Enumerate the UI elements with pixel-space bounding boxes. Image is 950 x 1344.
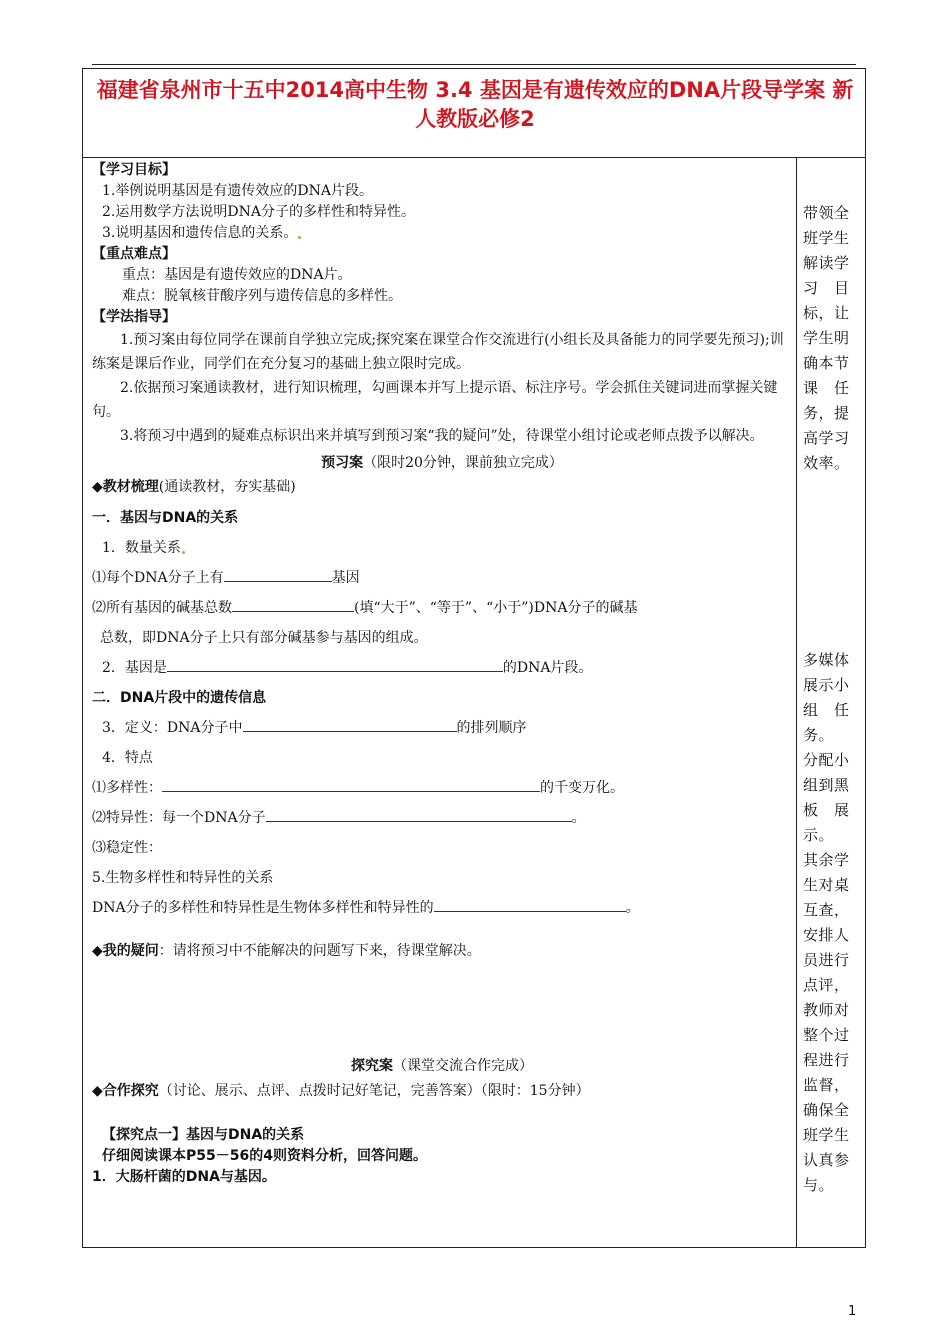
side-note-1-line: 学生明 — [803, 329, 850, 347]
side-note-1-line: 效率。 — [803, 454, 850, 472]
side-note-2-line: 点评， — [803, 976, 850, 994]
side-note-1-line: 确本节 — [803, 354, 850, 372]
q4b-line — [92, 803, 792, 833]
side-note-1-line: 带领全 — [803, 204, 850, 222]
explore-subtitle: （课堂交流合作完成） — [393, 1058, 533, 1074]
side-note-1-line: 课 任 — [803, 379, 850, 397]
side-note-2-line: 与。 — [803, 1176, 835, 1194]
side-note-2-line: 安排人 — [803, 926, 850, 944]
q3-blank[interactable] — [243, 716, 457, 732]
textbook-line — [92, 477, 792, 498]
page-title: 福建省泉州市十五中2014高中生物 3.4 基因是有遗传效应的DNA片段导学案 新人教版必修2 — [96, 78, 854, 131]
explore-item-1: 1．大肠杆菌的DNA与基因。 — [92, 1169, 276, 1185]
side-note-2-line: 其余学 — [803, 851, 850, 869]
preview-title-line — [92, 453, 792, 474]
objective-item-3-text: 3.说明基因和遗传信息的关系。 — [102, 225, 298, 241]
side-note-2-line: 整个过 — [803, 1026, 850, 1044]
guidance-heading: 【学法指导】 — [92, 309, 176, 325]
side-note-2-line: 务。 — [803, 726, 835, 744]
cooperation-note: （讨论、展示、点评、点拨时记好笔记，完善答案）（限时：15分钟） — [158, 1083, 590, 1099]
top-rule — [92, 64, 856, 65]
side-note-2-line: 示。 — [803, 826, 835, 844]
difficulty-point: 难点：脱氧核苷酸序列与遗传信息的多样性。 — [122, 288, 402, 304]
side-note-2-line: 多媒体 — [803, 651, 850, 669]
side-note-2-line: 认真参 — [803, 1151, 850, 1169]
q4a-blank[interactable] — [162, 776, 540, 792]
q4a-line — [92, 773, 792, 803]
q4a-suffix: 的千变万化。 — [540, 780, 624, 796]
explore-point-1: 【探究点一】基因与DNA的关系 — [102, 1127, 305, 1143]
preview-title: 预习案 — [321, 455, 364, 471]
q5-blank[interactable] — [434, 896, 626, 912]
q2-line — [92, 653, 792, 683]
q1b-prefix: ⑵所有基因的碱基总数 — [92, 600, 232, 616]
q4b-prefix: ⑵特异性：每一个DNA分子 — [92, 810, 266, 826]
side-note-2-line: 互查， — [803, 901, 850, 919]
side-note-2-line: 教师对 — [803, 1001, 850, 1019]
q3-suffix: 的排列顺序 — [456, 720, 527, 736]
q1a-prefix: ⑴每个DNA分子上有 — [92, 570, 224, 586]
objectives-heading: 【学习目标】 — [92, 162, 176, 178]
my-question-line — [92, 941, 792, 962]
side-note-2-line: 程进行 — [803, 1051, 850, 1069]
page-number: 1 — [848, 1304, 857, 1319]
main-column — [92, 160, 792, 1188]
q1a-blank[interactable] — [224, 566, 332, 582]
q1a-line — [92, 563, 792, 593]
q3-prefix: 3．定义：DNA分子中 — [102, 720, 243, 736]
q5-prefix: DNA分子的多样性和特异性是生物体多样性和特异性的 — [92, 900, 434, 916]
ink-dot-mark — [182, 551, 185, 554]
q1a-suffix: 基因 — [331, 570, 360, 586]
side-note-2-line: 班学生 — [803, 1126, 850, 1144]
section-1-heading: 一．基因与DNA的关系 — [92, 510, 239, 526]
objective-item-1: 1.举例说明基因是有遗传效应的DNA片段。 — [102, 183, 373, 199]
side-note-2-line: 组到黑 — [803, 776, 850, 794]
q2-prefix: 2．基因是 — [102, 660, 167, 676]
q4a-prefix: ⑴多样性： — [92, 780, 162, 796]
side-note-1-line: 班学生 — [803, 229, 850, 247]
q4b-blank[interactable] — [266, 806, 572, 822]
side-note-2-line: 生对桌 — [803, 876, 850, 894]
section-2-heading: 二．DNA片段中的遗传信息 — [92, 690, 267, 706]
textbook-note: (通读教材，夯实基础) — [158, 479, 296, 495]
explore-read-instruction: 仔细阅读课本P55－56的4则资料分析，回答问题。 — [102, 1148, 427, 1164]
side-note-1 — [803, 201, 861, 476]
q1-line — [92, 533, 792, 563]
side-note-2-line: 板 展 — [803, 801, 850, 819]
preview-subtitle: （限时20分钟，课前独立完成） — [363, 455, 563, 471]
explore-title-line — [92, 1056, 792, 1077]
my-question-text: ：请将预习中不能解决的问题写下来，待课堂解决。 — [158, 943, 481, 959]
side-note-2-line: 监督， — [803, 1076, 850, 1094]
side-note-2-line: 展示小 — [803, 676, 850, 694]
guidance-paragraph-1: 1.预习案由每位同学在课前自学独立完成;探究案在课堂合作交流进行(小组长及具备能力的同学要先预习);训练案是课后作业，同学们在充分复习的基础上独立限时完成。 — [92, 332, 784, 372]
objective-item-2: 2.运用数学方法说明DNA分子的多样性和特异性。 — [102, 204, 415, 220]
column-divider — [796, 158, 797, 1248]
objective-item-3 — [92, 223, 792, 244]
my-question-label: ◆我的疑问 — [92, 943, 159, 959]
cooperation-label: ◆合作探究 — [92, 1083, 159, 1099]
q4c-line: ⑶稳定性： — [92, 840, 162, 856]
q1b-line — [92, 593, 792, 623]
side-note-2-line: 组 任 — [803, 701, 850, 719]
key-point: 重点：基因是有遗传效应的DNA片。 — [122, 267, 352, 283]
side-note-2-line: 分配小 — [803, 751, 850, 769]
side-note-1-line: 解读学 — [803, 254, 850, 272]
q1b-blank[interactable] — [232, 596, 354, 612]
q1b-continuation: 总数，即DNA分子上只有部分碱基参与基因的组成。 — [100, 630, 428, 646]
cooperation-line — [92, 1081, 792, 1102]
side-note-1-line: 务，提 — [803, 404, 850, 422]
q5-line: 5.生物多样性和特异性的关系 — [92, 870, 274, 886]
textbook-label: ◆教材梳理 — [92, 479, 159, 495]
explore-title: 探究案 — [351, 1058, 393, 1074]
q4-line: 4．特点 — [102, 750, 153, 766]
q5-suffix: 。 — [625, 900, 640, 916]
q1-text: 1．数量关系 — [102, 540, 181, 556]
side-note-1-line: 标，让 — [803, 304, 850, 322]
q1b-suffix: (填“大于”、“等于”、“小于”)DNA分子的碱基 — [354, 600, 638, 616]
side-note-2-line: 员进行 — [803, 951, 850, 969]
key-points-heading: 【重点难点】 — [92, 246, 176, 262]
side-note-2-line: 确保全 — [803, 1101, 850, 1119]
q2-blank[interactable] — [167, 656, 503, 672]
side-note-1-line: 习 目 — [803, 279, 850, 297]
q2-suffix: 的DNA片段。 — [502, 660, 593, 676]
side-note-2 — [803, 648, 861, 1198]
q4b-suffix: 。 — [571, 810, 586, 826]
guidance-paragraph-2: 2.依据预习案通读教材，进行知识梳理，勾画课本并写上提示语、标注序号。学会抓住关键词进而掌握关键句。 — [92, 380, 778, 420]
q3-line — [92, 713, 792, 743]
q5-answer-line — [92, 893, 792, 923]
side-note-1-line: 高学习 — [803, 429, 850, 447]
ink-dot-mark — [298, 236, 301, 239]
guidance-paragraph-3: 3.将预习中遇到的疑难点标识出来并填写到预习案“我的疑问”处，待课堂小组讨论或老师点拨予以解决。 — [120, 428, 764, 444]
